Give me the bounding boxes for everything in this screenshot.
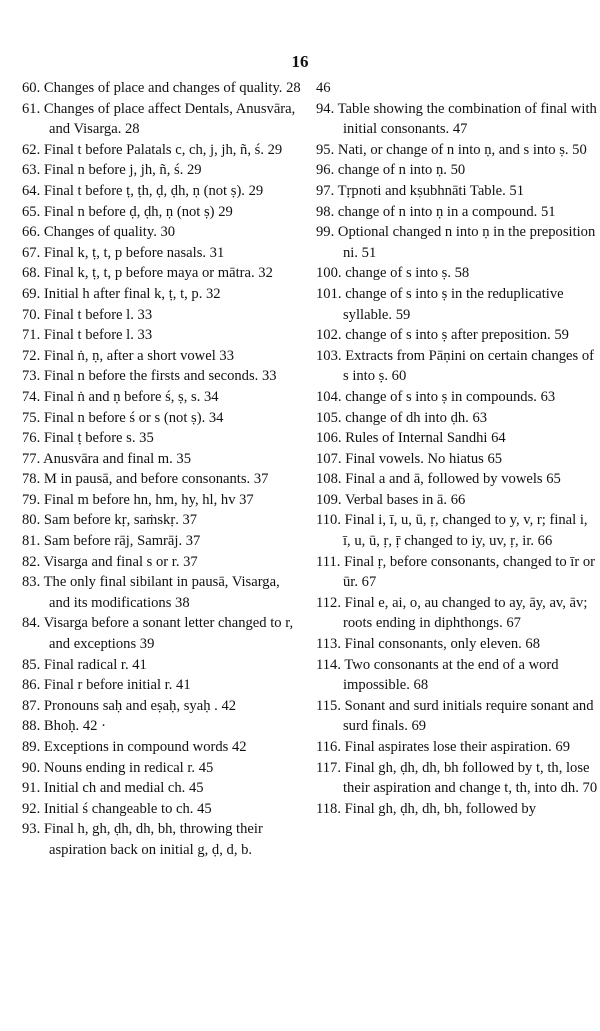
entry-text: Visarga before a sonant letter changed to r, and exceptions 39 [43,615,294,653]
contents-entry [22,613,302,654]
entry-text: Final i, ī, u, ū, ṛ, changed to y, v, r; final i, ī, u, ū, ṛ, ṝ changed to iy, uv, ṛ, ir. 66 [343,512,588,550]
entry-text: change of s into ṣ after preposition. 59 [345,327,569,344]
entry-text: Extracts from Pāṇini on certain changes of s into ṣ. 60 [343,347,595,385]
entry-text: Nouns ending in redical r. 45 [43,759,214,776]
entry-text: Final n before ś or s (not ṣ). 34 [43,409,224,426]
contents-entry [22,243,302,264]
right-column [316,78,598,819]
contents-entry [22,263,302,284]
entry-number: 72. [22,347,41,364]
entry-number: 70. [22,306,41,323]
entry-text: Final n before the firsts and seconds. 33 [43,368,277,385]
contents-entry [316,737,598,758]
entry-text: 46 [316,80,331,96]
entry-text: Final vowels. No hiatus 65 [345,450,503,467]
entry-number: 99. [316,224,335,241]
contents-entry [316,449,598,470]
entry-number: 114. [316,656,341,673]
entry-number: 77. [22,450,41,467]
entry-number: 87. [22,697,41,714]
contents-entry [22,675,302,696]
entry-number: 75. [22,409,41,426]
entry-number: 104. [316,388,342,405]
contents-entry [22,778,302,799]
entry-number: 98. [316,203,335,220]
entry-text: Nati, or change of n into ṇ, and s into ṣ. 50 [337,141,587,158]
contents-entry [22,366,302,387]
contents-entry [316,552,598,593]
entry-text: Final ṅ, ṇ, after a short vowel 33 [43,347,234,364]
contents-entry [22,552,302,573]
contents-entry [316,284,598,325]
contents-entry [22,510,302,531]
entry-number: 76. [22,430,41,447]
entry-text: Table showing the combination of final with initial consonants. 47 [337,100,597,138]
entry-number: 60. [22,80,41,96]
entry-text: Final k, ṭ, t, p before nasals. 31 [43,244,225,261]
entry-number: 106. [316,430,342,447]
contents-entry [22,696,302,717]
entry-text: Sonant and surd initials require sonant and surd finals. 69 [343,697,594,735]
contents-entry [22,140,302,161]
entry-text: Sam before rāj, Samrāj. 37 [43,533,201,550]
entry-text: Exceptions in compound words 42 [43,739,247,755]
entry-text: Final n before ḍ, ḍh, ṇ (not ṣ) 29 [43,203,233,220]
entry-number: 118. [316,800,341,817]
contents-entry [316,222,598,263]
entry-text: Final radical r. 41 [43,656,147,673]
entry-number: 83. [22,574,41,591]
left-column [22,78,302,861]
entry-text: Initial h after final k, ṭ, t, p. 32 [43,285,221,302]
entry-number: 105. [316,409,342,426]
entry-text: Final a and ā, followed by vowels 65 [345,471,561,488]
contents-entry [22,181,302,202]
entry-text: Tṛpnoti and kṣubhnāti Table. 51 [337,182,525,199]
contents-entry [316,263,598,284]
contents-entry [316,99,598,140]
entry-number: 117. [316,759,341,776]
entry-number: 101. [316,285,342,302]
contents-entry [316,408,598,429]
contents-entry [22,716,302,737]
contents-entry [316,490,598,511]
contents-entry [316,593,598,634]
contents-entry [22,737,302,758]
entry-text: Final m before hn, hm, hy, hl, hv 37 [43,491,254,508]
entry-number: 108. [316,471,342,488]
entry-text: Anusvāra and final m. 35 [43,450,192,467]
entry-text: Bhoḥ. 42 · [43,718,106,735]
contents-entry [22,819,302,860]
contents-entry [22,799,302,820]
contents-entry [22,655,302,676]
entry-number: 89. [22,739,41,755]
entry-text: Sam before kṛ, saṁskṛ. 37 [43,512,198,529]
entry-text: Final ṅ and ṇ before ś, ṣ, s. 34 [43,388,219,405]
entry-text: Changes of place affect Dentals, Anusvāra, and Visarga. 28 [43,100,296,138]
contents-entry [22,222,302,243]
contents-entry [316,202,598,223]
entry-text: Final h, gh, ḍh, dh, bh, throwing their aspiration back on initial g, ḍ, d, b. [43,821,263,858]
entry-text: Changes of quality. 30 [43,224,176,241]
entry-number: 109. [316,491,342,508]
entry-number: 100. [316,265,342,282]
contents-entry [316,181,598,202]
entry-text: Final t before l. 33 [43,327,153,344]
entry-text: change of dh into ḍh. 63 [345,409,488,426]
contents-entry [22,408,302,429]
entry-text: M in pausā, and before consonants. 37 [43,471,269,488]
entry-number: 86. [22,677,41,694]
entry-text: The only final sibilant in pausā, Visarga, and its modifications 38 [43,574,280,611]
contents-entry [22,346,302,367]
entry-text: Final r before initial r. 41 [43,677,191,694]
entry-number: 85. [22,656,41,673]
entry-number: 78. [22,471,41,488]
contents-entry [22,160,302,181]
entry-number: 110. [316,512,341,529]
entry-text: Final ṛ, before consonants, changed to īr or ūr. 67 [343,553,595,591]
contents-entry [22,758,302,779]
entry-number: 113. [316,636,341,653]
contents-entry [22,284,302,305]
entry-number: 65. [22,203,41,220]
entry-number: 61. [22,100,41,117]
contents-entry [316,325,598,346]
entry-number: 97. [316,182,335,199]
entry-number: 73. [22,368,41,385]
entry-text: Final consonants, only eleven. 68 [344,636,541,653]
entry-text: Optional changed n into ṇ in the preposition ni. 51 [337,224,596,261]
entry-text: Final e, ai, o, au changed to ay, āy, av, āv; roots ending in diphthongs. 67 [343,594,588,632]
contents-entry [316,469,598,490]
entry-text: Verbal bases in ā. 66 [344,491,466,508]
contents-entry [22,78,302,99]
contents-entry [316,634,598,655]
entry-number: 95. [316,141,335,158]
contents-entry [316,387,598,408]
entry-text: Final ṭ before s. 35 [43,430,154,447]
contents-entry [316,758,598,799]
contents-entry [316,428,598,449]
entry-number: 88. [22,718,41,735]
contents-entry [316,140,598,161]
entry-number: 103. [316,347,342,364]
entry-number: 62. [22,141,41,158]
contents-entry [22,202,302,223]
entry-text: Final t before Palatals c, ch, j, jh, ñ, ś. 29 [43,141,283,158]
entry-number: 71. [22,327,41,344]
contents-entry [22,490,302,511]
entry-number: 82. [22,553,41,570]
entry-number: 107. [316,450,342,467]
entry-number: 67. [22,244,41,261]
entry-number: 112. [316,594,341,611]
entry-number: 90. [22,759,41,776]
entry-text: change of s into ṣ in compounds. 63 [345,388,556,405]
contents-entry [316,696,598,737]
entry-number: 84. [22,615,41,632]
entry-text: Rules of Internal Sandhi 64 [345,430,506,447]
entry-number: 68. [22,265,41,282]
entry-number: 111. [316,553,341,570]
entry-number: 66. [22,224,41,241]
entry-number: 80. [22,512,41,529]
entry-number: 64. [22,182,41,199]
contents-entry [316,655,598,696]
entry-number: 116. [316,739,341,755]
contents-entry [22,325,302,346]
contents-entry [316,346,598,387]
entry-text: Changes of place and changes of quality. 28 [43,80,301,96]
entry-text: Final gh, ḍh, dh, bh, followed by [344,800,536,817]
contents-entry [22,449,302,470]
contents-entry [22,531,302,552]
entry-number: 93. [22,821,41,838]
entry-text: change of s into ṣ. 58 [345,265,470,282]
entry-number: 63. [22,162,41,179]
entry-number: 91. [22,780,41,797]
entry-number: 102. [316,327,342,344]
entry-text: Final t before ṭ, ṭh, ḍ, ḍh, ṇ (not ṣ). 29 [43,182,264,199]
contents-entry [22,469,302,490]
entry-text: Visarga and final s or r. 37 [43,553,198,570]
entry-number: 115. [316,697,341,714]
entry-text: Two consonants at the end of a word impossible. 68 [343,656,559,694]
contents-entry [22,99,302,140]
contents-entry [316,160,598,181]
entry-number: 69. [22,285,41,302]
entry-text: change of n into ṇ. 50 [337,162,466,179]
entry-text: change of n into ṇ in a compound. 51 [337,203,556,220]
entry-text: Initial ch and medial ch. 45 [43,780,204,797]
entry-text: Initial ś changeable to ch. 45 [43,800,212,817]
contents-entry [316,78,598,99]
entry-number: 92. [22,800,41,817]
contents-entry [22,305,302,326]
page-number: 16 [291,52,309,71]
contents-entry [22,387,302,408]
contents-entry [316,510,598,551]
entry-text: Final t before l. 33 [43,306,153,323]
entry-number: 74. [22,388,41,405]
entry-text: Final n before j, jh, ñ, ś. 29 [43,162,202,179]
entry-number: 94. [316,100,335,117]
entry-text: Pronouns saḥ and eṣaḥ, syaḥ . 42 [43,697,237,714]
contents-entry [22,428,302,449]
entry-text: Final gh, ḍh, dh, bh followed by t, th, lose their aspiration and change t, th, into dh. 70 [343,759,598,797]
contents-entry [316,799,598,820]
entry-number: 81. [22,533,41,550]
entry-number: 79. [22,491,41,508]
entry-text: Final k, ṭ, t, p before maya or mātra. 32 [43,265,273,282]
entry-text: change of s into ṣ in the reduplicative syllable. 59 [343,285,564,323]
entry-text: Final aspirates lose their aspiration. 69 [344,739,570,755]
entry-number: 96. [316,162,335,179]
contents-entry [22,572,302,613]
